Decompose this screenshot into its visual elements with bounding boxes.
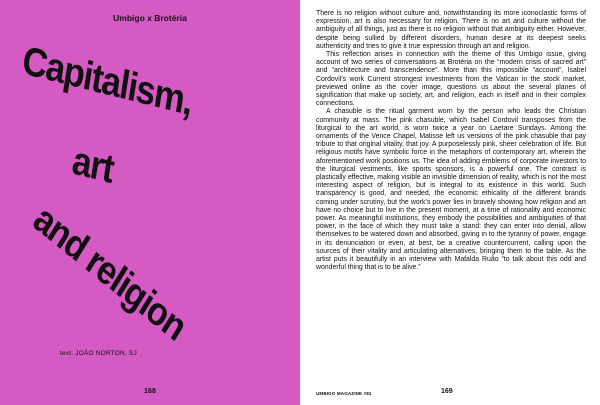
right-page — [300, 0, 600, 405]
page-number-left: 168 — [144, 388, 156, 395]
headline-line-2: art — [69, 137, 117, 193]
section-kicker: Umbigo x Brotéria — [113, 13, 187, 23]
body-paragraph-1: There is no religion without culture and, notwithstanding its more iconoclastic forms of expression, art is also necessary for religion. There is no art and culture without the ambiguity of all things, just as there is no religion without that ambiguity either. However, despite being sullied by different disorders, human desire at its deepest seeks authenticity and tries to give it true expression through art and religion. — [316, 10, 586, 50]
article-body — [316, 10, 586, 273]
headline-line-3: and religion — [26, 196, 194, 350]
author-credit: text: JOÃO NORTON, SJ — [60, 350, 137, 357]
page-number-right: 169 — [441, 388, 453, 395]
body-paragraph-3: A chasuble is the ritual garment worn by the person who leads the Christian community at mass. The pink chasuble, which Isabel Cordovil transposes from the liturgical to the art world, is worn twice a year on Laetare Sundays. Among the ornaments of the Vence Chapel, Matisse left us versions of the pink chasuble that pay tribute to that original vitality, that joy. A purposelessly pink, sheer celebration of life. But religious motifs have symbolic force in the metaphors of contemporary art, wherein the aforementioned work positions us. The idea of adding emblems of corporate investors to the liturgical vestments, like sports sponsors, is a powerful one. The contrast is plastically effective, making visible an invisible dimension of reality, which is not the most interesting aspect of religion, but is integral to its existence in this world. Such transparency is good, and needed, the economic ethicality of the different brands coming under scrutiny, but the work’s power lies in bravely showing how religion and art have no choice but to live in the present moment, at a time of rationality and economic power. As meaningful institutions, they embody the possibilities and ambiguities of that power, in the face of which they must take a stand: they can enter into denial, allow themselves to be watered down and absorbed, giving in to the tyranny of power, engage in its denunciation or even, at best, be a creative countercurrent, calling upon the sources of their vitality and articulating alternatives, bringing them to the table. As the artist puts it beautifully in an interview with Mafalda Ruão “to talk about this odd and wonderful thing that is to be alive.” — [316, 108, 586, 272]
headline-line-1: Capitalism, — [19, 37, 196, 125]
body-paragraph-2: This reflection arises in connection with the theme of this Umbigo issue, giving account of two series of conversations at Brotéria on the “modern crisis of sacred art” and “architecture and transcendence”. More than this impossible “account”, Isabel Cordovil’s work Current strongest investments from the Vatican in the stock market, previewed online as the cover image, questions us about the several planes of signification that make up society, art, and religion, each in itself and in their complex connections. — [316, 51, 586, 108]
magazine-footer: UMBIGO MAGAZINE #81 — [316, 391, 372, 396]
